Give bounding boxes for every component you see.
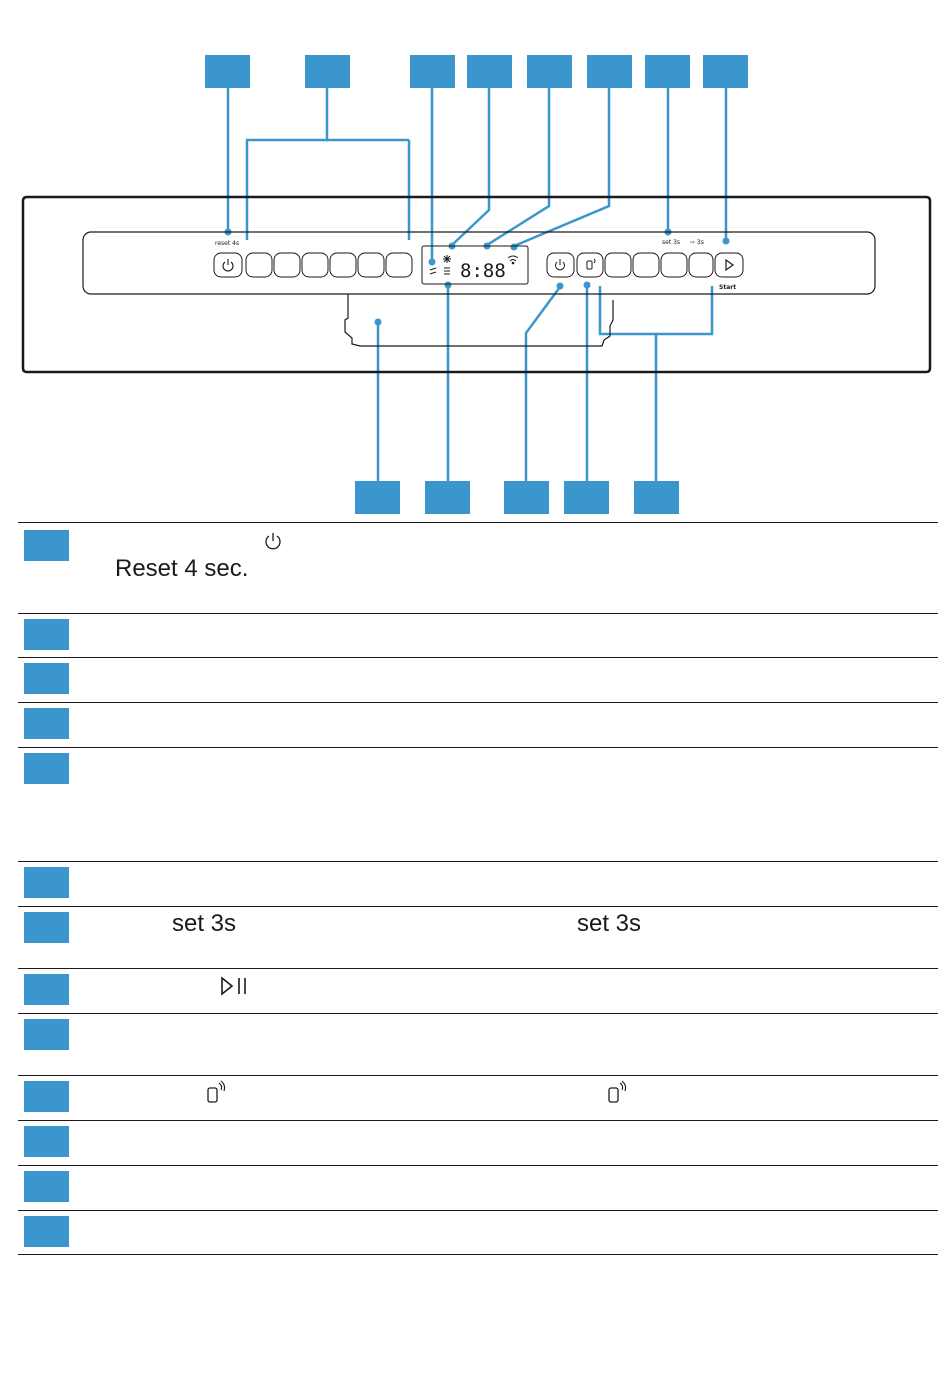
table-callout-4 [24,708,69,739]
option-button-2[interactable] [633,253,659,277]
program-button-3[interactable] [302,253,328,277]
callout-top-8 [703,55,748,88]
table-callout-9 [24,1019,69,1050]
table-row-divider [18,861,938,862]
play-pause-icon [218,975,252,997]
table-row-divider [18,522,938,523]
table-row-divider [18,702,938,703]
table-row-divider [18,1075,938,1076]
salt-icon [444,268,450,274]
program-button-1[interactable] [246,253,272,277]
callout-bottom-2 [425,481,470,514]
table-row-divider [18,1120,938,1121]
callout-bottom-5 [634,481,679,514]
callout-top-6 [587,55,632,88]
right-button-row [547,253,743,277]
table-callout-7 [24,912,69,943]
program-button-2[interactable] [274,253,300,277]
bottom-callouts [355,481,679,514]
program-button-5[interactable] [358,253,384,277]
table-row-divider [18,1165,938,1166]
table-row-divider [18,747,938,748]
table-callout-6 [24,867,69,898]
display-digits: 8:88 [460,260,506,282]
left-button-row [214,253,412,277]
remote-icon [606,1080,632,1106]
table-callout-10 [24,1081,69,1112]
remote-icon [205,1080,231,1106]
table-callout-13 [24,1216,69,1247]
control-panel-diagram [0,0,950,520]
program-button-4[interactable] [330,253,356,277]
callout-bottom-1 [355,481,400,514]
callout-top-1 [205,55,250,88]
remote-label: ⇨ 3s [690,239,704,246]
rinse-aid-icon [430,268,436,274]
handle-recess [345,294,613,346]
set-text-left: set 3s [172,910,237,937]
table-row-divider [18,657,938,658]
set-text-right: set 3s [577,910,642,937]
table-callout-2 [24,619,69,650]
option-button-1[interactable] [605,253,631,277]
table-callout-8 [24,974,69,1005]
start-button[interactable] [715,253,743,277]
table-callout-3 [24,663,69,694]
star-icon [443,255,451,263]
callout-top-4 [467,55,512,88]
table-row-divider [18,1254,938,1255]
callout-bottom-4 [564,481,609,514]
start-label: Start [719,284,737,291]
wifi-icon [508,256,518,264]
table-row-divider [18,1210,938,1211]
table-callout-1 [24,530,69,561]
table-row-divider [18,1013,938,1014]
program-button-6[interactable] [386,253,412,277]
top-callouts [205,55,748,88]
set-label: set 3s [662,239,681,246]
table-row-divider [18,613,938,614]
callout-top-2 [305,55,350,88]
reset-text: Reset 4 sec. [115,555,249,582]
option-button-3[interactable] [661,253,687,277]
reset-label: reset 4s [215,240,240,247]
table-row-divider [18,968,938,969]
power-icon [262,530,284,552]
callout-bottom-3 [504,481,549,514]
callout-top-3 [410,55,455,88]
remote-start-button-b[interactable] [577,253,603,277]
table-callout-12 [24,1171,69,1202]
callout-top-5 [527,55,572,88]
table-callout-11 [24,1126,69,1157]
option-button-4[interactable] [689,253,713,277]
table-callout-5 [24,753,69,784]
table-row-divider [18,906,938,907]
callout-top-7 [645,55,690,88]
